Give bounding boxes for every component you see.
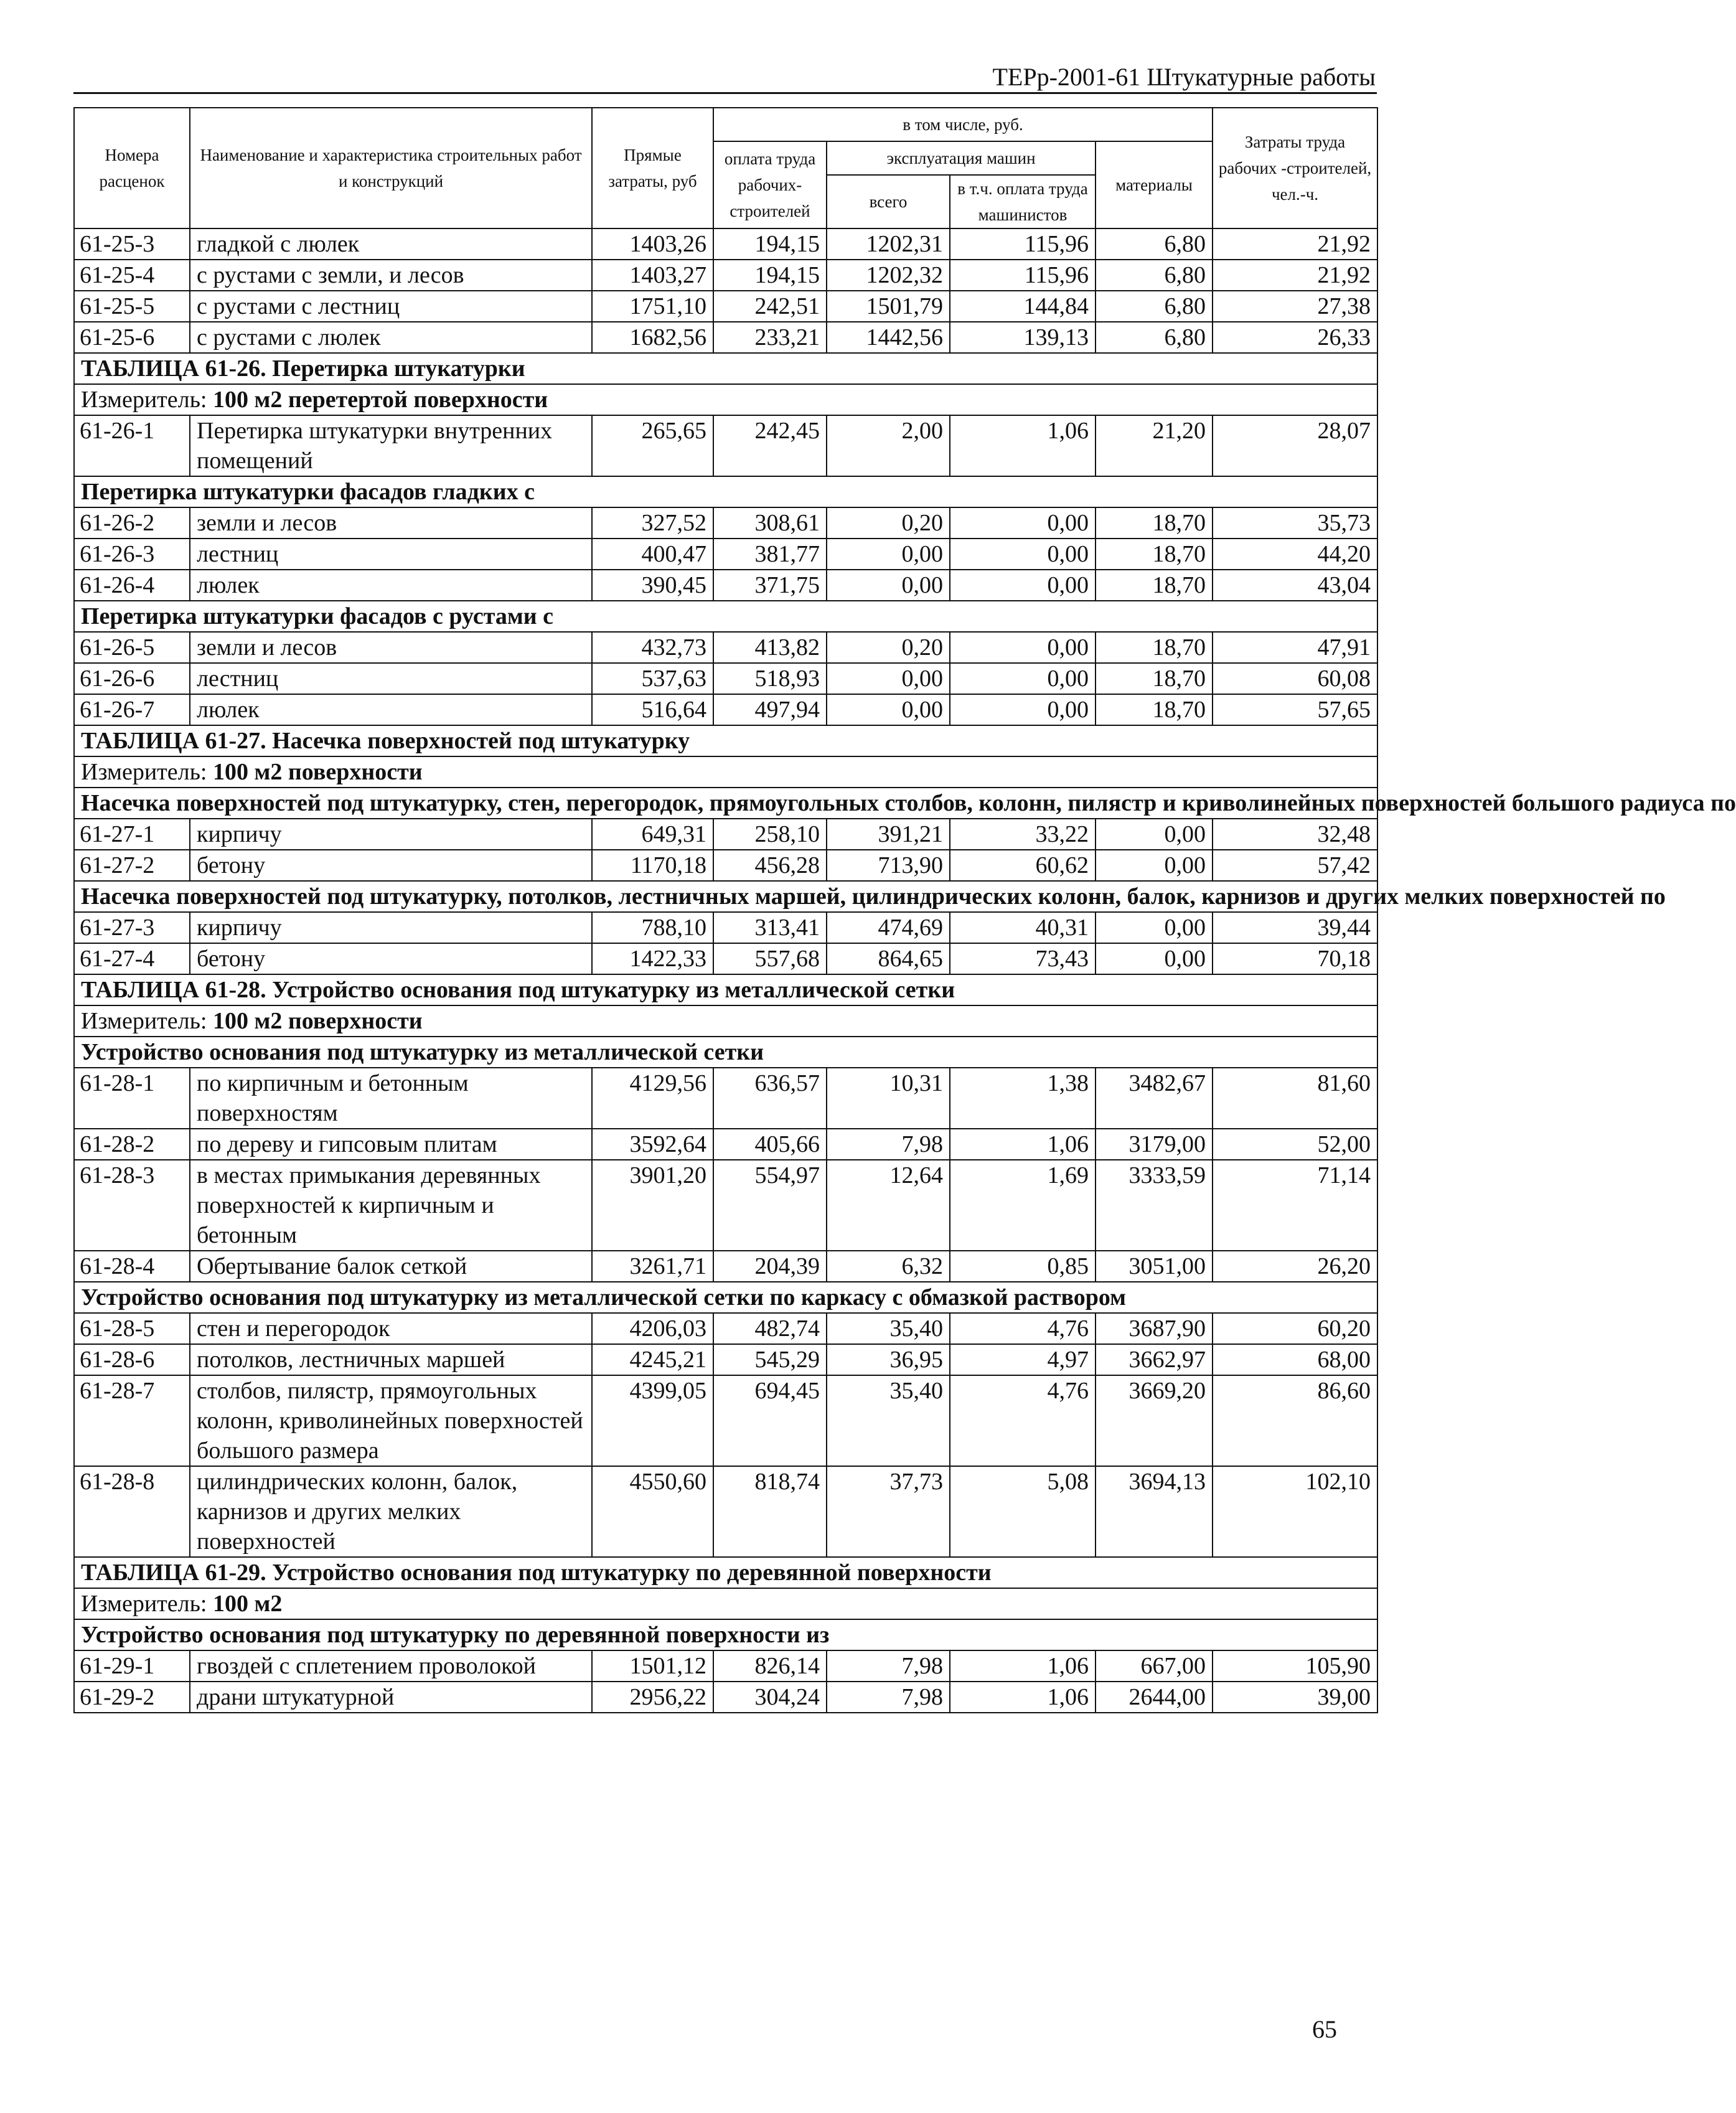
rate-code: 61-28-3: [74, 1160, 190, 1251]
value-materials: 667,00: [1096, 1650, 1213, 1682]
group-heading: Насечка поверхностей под штукатурку, потолков, лестничных маршей, цилиндрических колонн, балок, карнизов и других мелких поверхностей по: [74, 881, 1377, 912]
value-labor-hours: 60,20: [1213, 1313, 1377, 1344]
value-direct-costs: 1501,12: [592, 1650, 713, 1682]
value-wages: 413,82: [713, 632, 827, 663]
work-name: драни штукатурной: [190, 1682, 592, 1713]
value-machines-total: 1202,31: [827, 228, 950, 260]
table-row: [74, 1129, 1377, 1160]
value-direct-costs: 4129,56: [592, 1068, 713, 1129]
work-name: по дереву и гипсовым плитам: [190, 1129, 592, 1160]
value-machinist-wages: 4,76: [950, 1375, 1096, 1466]
value-labor-hours: 35,73: [1213, 507, 1377, 539]
meter-row: [74, 756, 1377, 788]
value-machines-total: 1501,79: [827, 291, 950, 322]
rate-code: 61-25-5: [74, 291, 190, 322]
value-direct-costs: 1751,10: [592, 291, 713, 322]
value-wages: 242,51: [713, 291, 827, 322]
work-name: гладкой с люлек: [190, 228, 592, 260]
value-materials: 18,70: [1096, 507, 1213, 539]
work-name: бетону: [190, 943, 592, 974]
value-labor-hours: 21,92: [1213, 228, 1377, 260]
table-body: [74, 108, 1736, 1713]
value-machines-total: 7,98: [827, 1682, 950, 1713]
value-materials: 18,70: [1096, 632, 1213, 663]
rate-code: 61-25-6: [74, 322, 190, 353]
value-machines-total: 2,00: [827, 415, 950, 476]
value-labor-hours: 105,90: [1213, 1650, 1377, 1682]
table-row: [74, 850, 1377, 881]
value-wages: 304,24: [713, 1682, 827, 1713]
group-row: [74, 1619, 1377, 1650]
value-direct-costs: 4206,03: [592, 1313, 713, 1344]
value-wages: 818,74: [713, 1466, 827, 1557]
meter-line: [74, 756, 1377, 788]
value-machinist-wages: 115,96: [950, 260, 1096, 291]
value-machines-total: 0,00: [827, 663, 950, 694]
header-direct-costs: Прямые затраты, руб: [592, 108, 713, 228]
table-row: [74, 819, 1377, 850]
meter-line: [74, 384, 1377, 415]
value-materials: 3179,00: [1096, 1129, 1213, 1160]
work-name: с рустами с земли, и лесов: [190, 260, 592, 291]
rate-code: 61-25-3: [74, 228, 190, 260]
meter-row: [74, 384, 1377, 415]
value-labor-hours: 70,18: [1213, 943, 1377, 974]
value-machinist-wages: 1,38: [950, 1068, 1096, 1129]
header-labor: Затраты труда рабочих -строителей, чел.-ч.: [1213, 108, 1377, 228]
header-materials: материалы: [1096, 141, 1213, 228]
value-machines-total: 7,98: [827, 1650, 950, 1682]
value-machinist-wages: 5,08: [950, 1466, 1096, 1557]
meter-value: 100 м2 перетертой поверхности: [213, 387, 548, 413]
value-labor-hours: 28,07: [1213, 415, 1377, 476]
value-machinist-wages: 0,00: [950, 539, 1096, 570]
value-labor-hours: 71,14: [1213, 1160, 1377, 1251]
value-materials: 3669,20: [1096, 1375, 1213, 1466]
value-labor-hours: 43,04: [1213, 570, 1377, 601]
rates-table: [73, 107, 1736, 1713]
running-head: ТЕРр-2001-61 Штукатурные работы: [992, 63, 1376, 91]
meter-label: Измеритель:: [81, 1591, 207, 1617]
meter-label: Измеритель:: [81, 759, 207, 785]
value-machinist-wages: 1,06: [950, 1650, 1096, 1682]
header-machines-total: всего: [827, 175, 950, 228]
table-row: [74, 415, 1377, 476]
meter-row: [74, 1588, 1377, 1619]
table-title-row: [74, 725, 1377, 756]
value-wages: 482,74: [713, 1313, 827, 1344]
rate-code: 61-28-8: [74, 1466, 190, 1557]
table-title: ТАБЛИЦА 61-27. Насечка поверхностей под штукатурку: [74, 725, 1377, 756]
value-direct-costs: 265,65: [592, 415, 713, 476]
page-number: 65: [1312, 2015, 1337, 2043]
value-labor-hours: 102,10: [1213, 1466, 1377, 1557]
group-row: [74, 601, 1377, 632]
value-machinist-wages: 1,06: [950, 1682, 1096, 1713]
value-direct-costs: 327,52: [592, 507, 713, 539]
value-machinist-wages: 1,06: [950, 415, 1096, 476]
value-direct-costs: 1170,18: [592, 850, 713, 881]
value-wages: 233,21: [713, 322, 827, 353]
value-machines-total: 0,00: [827, 570, 950, 601]
value-direct-costs: 3901,20: [592, 1160, 713, 1251]
table-row: [74, 570, 1377, 601]
value-wages: 497,94: [713, 694, 827, 725]
value-direct-costs: 1422,33: [592, 943, 713, 974]
value-wages: 371,75: [713, 570, 827, 601]
value-wages: 405,66: [713, 1129, 827, 1160]
meter-value: 100 м2 поверхности: [213, 759, 423, 785]
table-row: [74, 1682, 1377, 1713]
value-labor-hours: 39,00: [1213, 1682, 1377, 1713]
value-machinist-wages: 144,84: [950, 291, 1096, 322]
value-direct-costs: 3592,64: [592, 1129, 713, 1160]
rate-code: 61-28-6: [74, 1344, 190, 1375]
value-materials: 0,00: [1096, 912, 1213, 943]
rate-code: 61-28-2: [74, 1129, 190, 1160]
rate-code: 61-25-4: [74, 260, 190, 291]
value-machinist-wages: 115,96: [950, 228, 1096, 260]
value-materials: 6,80: [1096, 322, 1213, 353]
rate-code: 61-29-2: [74, 1682, 190, 1713]
value-machines-total: 713,90: [827, 850, 950, 881]
table-title-row: [74, 974, 1377, 1005]
value-wages: 826,14: [713, 1650, 827, 1682]
value-machines-total: 35,40: [827, 1375, 950, 1466]
value-labor-hours: 26,20: [1213, 1251, 1377, 1282]
rate-code: 61-26-6: [74, 663, 190, 694]
value-materials: 3694,13: [1096, 1466, 1213, 1557]
header-machines: эксплуатация машин: [827, 141, 1096, 175]
work-name: земли и лесов: [190, 632, 592, 663]
value-wages: 242,45: [713, 415, 827, 476]
rate-code: 61-26-4: [74, 570, 190, 601]
value-materials: 6,80: [1096, 291, 1213, 322]
value-materials: 3662,97: [1096, 1344, 1213, 1375]
value-direct-costs: 390,45: [592, 570, 713, 601]
meter-value: 100 м2: [213, 1591, 283, 1617]
value-materials: 21,20: [1096, 415, 1213, 476]
meter-label: Измеритель:: [81, 387, 207, 413]
value-direct-costs: 516,64: [592, 694, 713, 725]
work-name: потолков, лестничных маршей: [190, 1344, 592, 1375]
table-row: [74, 943, 1377, 974]
value-labor-hours: 86,60: [1213, 1375, 1377, 1466]
value-direct-costs: 2956,22: [592, 1682, 713, 1713]
rate-code: 61-27-4: [74, 943, 190, 974]
group-heading: Насечка поверхностей под штукатурку, стен, перегородок, прямоугольных столбов, колонн, пилястр и криволинейных поверхностей большого радиуса по: [74, 788, 1377, 819]
value-direct-costs: 788,10: [592, 912, 713, 943]
value-materials: 2644,00: [1096, 1682, 1213, 1713]
rate-code: 61-28-4: [74, 1251, 190, 1282]
meter-row: [74, 1005, 1377, 1037]
value-materials: 0,00: [1096, 943, 1213, 974]
header-machinist-wages: в т.ч. оплата труда машинистов: [950, 175, 1096, 228]
value-materials: 18,70: [1096, 663, 1213, 694]
table-row: [74, 663, 1377, 694]
meter-value: 100 м2 поверхности: [213, 1008, 423, 1034]
table-row: [74, 1068, 1377, 1129]
value-direct-costs: 1403,27: [592, 260, 713, 291]
value-labor-hours: 39,44: [1213, 912, 1377, 943]
value-machines-total: 7,98: [827, 1129, 950, 1160]
value-direct-costs: 537,63: [592, 663, 713, 694]
value-machinist-wages: 0,00: [950, 694, 1096, 725]
value-machines-total: 0,20: [827, 507, 950, 539]
value-machinist-wages: 1,69: [950, 1160, 1096, 1251]
rate-code: 61-27-3: [74, 912, 190, 943]
value-labor-hours: 68,00: [1213, 1344, 1377, 1375]
table-row: [74, 1375, 1377, 1466]
table-title: ТАБЛИЦА 61-28. Устройство основания под штукатурку из металлической сетки: [74, 974, 1377, 1005]
value-materials: 18,70: [1096, 539, 1213, 570]
value-wages: 308,61: [713, 507, 827, 539]
value-machines-total: 1202,32: [827, 260, 950, 291]
table-row: [74, 322, 1377, 353]
table-row: [74, 228, 1377, 260]
value-machinist-wages: 4,76: [950, 1313, 1096, 1344]
table-row: [74, 912, 1377, 943]
work-name: земли и лесов: [190, 507, 592, 539]
table-row: [74, 1466, 1377, 1557]
group-heading: Перетирка штукатурки фасадов гладких с: [74, 476, 1377, 507]
value-machinist-wages: 0,00: [950, 570, 1096, 601]
value-wages: 545,29: [713, 1344, 827, 1375]
value-materials: 3051,00: [1096, 1251, 1213, 1282]
value-machinist-wages: 33,22: [950, 819, 1096, 850]
value-wages: 313,41: [713, 912, 827, 943]
group-heading: Перетирка штукатурки фасадов с рустами с: [74, 601, 1377, 632]
value-wages: 518,93: [713, 663, 827, 694]
table-title-row: [74, 353, 1377, 384]
work-name: люлек: [190, 570, 592, 601]
rate-code: 61-26-2: [74, 507, 190, 539]
value-labor-hours: 21,92: [1213, 260, 1377, 291]
value-labor-hours: 52,00: [1213, 1129, 1377, 1160]
header-wages: оплата труда рабочих-строителей: [713, 141, 827, 228]
value-machines-total: 0,20: [827, 632, 950, 663]
rate-code: 61-28-1: [74, 1068, 190, 1129]
meter-label: Измеритель:: [81, 1008, 207, 1034]
value-direct-costs: 1682,56: [592, 322, 713, 353]
value-machines-total: 36,95: [827, 1344, 950, 1375]
value-machinist-wages: 40,31: [950, 912, 1096, 943]
work-name: по кирпичным и бетонным поверхностям: [190, 1068, 592, 1129]
rate-code: 61-27-2: [74, 850, 190, 881]
rate-code: 61-26-1: [74, 415, 190, 476]
table-title: ТАБЛИЦА 61-29. Устройство основания под штукатурку по деревянной поверхности: [74, 1557, 1377, 1588]
work-name: бетону: [190, 850, 592, 881]
header-code: Номера расценок: [74, 108, 190, 228]
value-direct-costs: 649,31: [592, 819, 713, 850]
value-machinist-wages: 0,00: [950, 507, 1096, 539]
value-materials: 18,70: [1096, 694, 1213, 725]
value-wages: 258,10: [713, 819, 827, 850]
table-row: [74, 694, 1377, 725]
group-row: [74, 788, 1377, 819]
value-wages: 204,39: [713, 1251, 827, 1282]
value-materials: 3482,67: [1096, 1068, 1213, 1129]
value-machines-total: 391,21: [827, 819, 950, 850]
value-direct-costs: 400,47: [592, 539, 713, 570]
value-labor-hours: 44,20: [1213, 539, 1377, 570]
meter-line: [74, 1588, 1377, 1619]
value-materials: 18,70: [1096, 570, 1213, 601]
value-direct-costs: 4245,21: [592, 1344, 713, 1375]
table-row: [74, 1160, 1377, 1251]
work-name: кирпичу: [190, 912, 592, 943]
header-including: в том числе, руб.: [713, 108, 1213, 141]
work-name: в местах примыкания деревянных поверхностей к кирпичным и бетонным: [190, 1160, 592, 1251]
group-heading: Устройство основания под штукатурку из металлической сетки: [74, 1037, 1377, 1068]
value-machines-total: 0,00: [827, 539, 950, 570]
value-machines-total: 1442,56: [827, 322, 950, 353]
value-wages: 557,68: [713, 943, 827, 974]
rate-code: 61-28-7: [74, 1375, 190, 1466]
header-name: Наименование и характеристика строительных работ и конструкций: [190, 108, 592, 228]
value-direct-costs: 4399,05: [592, 1375, 713, 1466]
value-machinist-wages: 0,85: [950, 1251, 1096, 1282]
rate-code: 61-27-1: [74, 819, 190, 850]
value-wages: 694,45: [713, 1375, 827, 1466]
work-name: лестниц: [190, 539, 592, 570]
meter-line: [74, 1005, 1377, 1037]
value-labor-hours: 57,65: [1213, 694, 1377, 725]
value-labor-hours: 32,48: [1213, 819, 1377, 850]
value-labor-hours: 47,91: [1213, 632, 1377, 663]
table-row: [74, 539, 1377, 570]
work-name: цилиндрических колонн, балок, карнизов и других мелких поверхностей: [190, 1466, 592, 1557]
rate-code: 61-26-3: [74, 539, 190, 570]
header-rule: [73, 92, 1377, 94]
value-machines-total: 10,31: [827, 1068, 950, 1129]
work-name: стен и перегородок: [190, 1313, 592, 1344]
group-heading: Устройство основания под штукатурку по деревянной поверхности из: [74, 1619, 1377, 1650]
table-row: [74, 1344, 1377, 1375]
table-row: [74, 632, 1377, 663]
value-machines-total: 6,32: [827, 1251, 950, 1282]
value-machines-total: 37,73: [827, 1466, 950, 1557]
value-labor-hours: 60,08: [1213, 663, 1377, 694]
value-materials: 6,80: [1096, 228, 1213, 260]
table-title: ТАБЛИЦА 61-26. Перетирка штукатурки: [74, 353, 1377, 384]
value-direct-costs: 1403,26: [592, 228, 713, 260]
table-title-row: [74, 1557, 1377, 1588]
table-row: [74, 507, 1377, 539]
value-wages: 194,15: [713, 228, 827, 260]
table-row: [74, 260, 1377, 291]
value-machinist-wages: 139,13: [950, 322, 1096, 353]
rate-code: 61-29-1: [74, 1650, 190, 1682]
value-materials: 3687,90: [1096, 1313, 1213, 1344]
work-name: с рустами с люлек: [190, 322, 592, 353]
value-machines-total: 0,00: [827, 694, 950, 725]
value-direct-costs: 432,73: [592, 632, 713, 663]
value-wages: 554,97: [713, 1160, 827, 1251]
value-machinist-wages: 0,00: [950, 663, 1096, 694]
value-materials: 0,00: [1096, 850, 1213, 881]
value-labor-hours: 26,33: [1213, 322, 1377, 353]
value-machinist-wages: 60,62: [950, 850, 1096, 881]
value-machinist-wages: 1,06: [950, 1129, 1096, 1160]
value-materials: 6,80: [1096, 260, 1213, 291]
rate-code: 61-26-5: [74, 632, 190, 663]
rate-code: 61-26-7: [74, 694, 190, 725]
table-row: [74, 1251, 1377, 1282]
work-name: с рустами с лестниц: [190, 291, 592, 322]
value-labor-hours: 57,42: [1213, 850, 1377, 881]
value-materials: 3333,59: [1096, 1160, 1213, 1251]
value-wages: 456,28: [713, 850, 827, 881]
group-row: [74, 476, 1377, 507]
value-wages: 636,57: [713, 1068, 827, 1129]
group-row: [74, 1037, 1377, 1068]
value-machines-total: 12,64: [827, 1160, 950, 1251]
table-row: [74, 1650, 1377, 1682]
table-row: [74, 291, 1377, 322]
value-wages: 194,15: [713, 260, 827, 291]
group-row: [74, 881, 1377, 912]
group-row: [74, 1282, 1377, 1313]
work-name: кирпичу: [190, 819, 592, 850]
value-machinist-wages: 73,43: [950, 943, 1096, 974]
value-direct-costs: 4550,60: [592, 1466, 713, 1557]
work-name: Обертывание балок сеткой: [190, 1251, 592, 1282]
work-name: Перетирка штукатурки внутренних помещений: [190, 415, 592, 476]
rate-code: 61-28-5: [74, 1313, 190, 1344]
value-machines-total: 474,69: [827, 912, 950, 943]
table-row: [74, 1313, 1377, 1344]
work-name: столбов, пилястр, прямоугольных колонн, криволинейных поверхностей большого размера: [190, 1375, 592, 1466]
value-materials: 0,00: [1096, 819, 1213, 850]
value-labor-hours: 27,38: [1213, 291, 1377, 322]
header-row: [74, 108, 1377, 141]
value-direct-costs: 3261,71: [592, 1251, 713, 1282]
work-name: люлек: [190, 694, 592, 725]
value-labor-hours: 81,60: [1213, 1068, 1377, 1129]
value-machines-total: 35,40: [827, 1313, 950, 1344]
group-heading: Устройство основания под штукатурку из металлической сетки по каркасу с обмазкой раствором: [74, 1282, 1377, 1313]
work-name: лестниц: [190, 663, 592, 694]
value-wages: 381,77: [713, 539, 827, 570]
value-machinist-wages: 4,97: [950, 1344, 1096, 1375]
work-name: гвоздей с сплетением проволокой: [190, 1650, 592, 1682]
value-machinist-wages: 0,00: [950, 632, 1096, 663]
value-machines-total: 864,65: [827, 943, 950, 974]
